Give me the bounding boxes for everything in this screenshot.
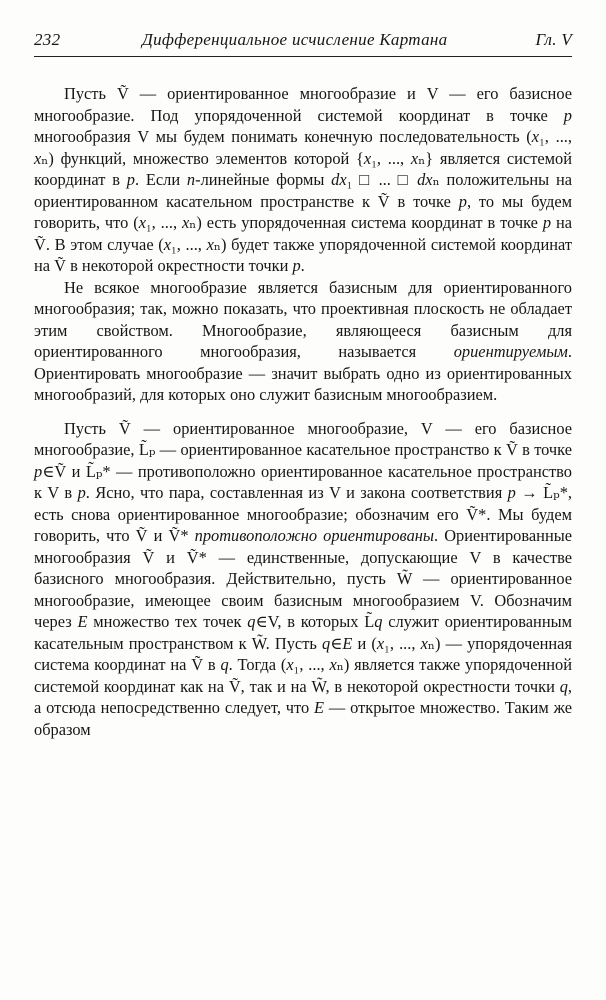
text-run: и (66, 461, 86, 481)
text-run: и закона соответствия (340, 483, 508, 502)
text-run: на (551, 213, 572, 232)
text-run: ₁, ..., (293, 655, 330, 674)
italic-run: x (181, 213, 190, 232)
text-run: Пусть (64, 84, 117, 103)
italic-run: x (420, 633, 428, 653)
text-run: в некоторой окрестности точки (66, 256, 293, 275)
italic-run: E (77, 612, 88, 631)
text-run: L̃ (364, 612, 375, 631)
text-run: . В этом случае ( (45, 234, 164, 254)
italic-run: x (206, 234, 214, 254)
text-run: } является системой координат в (34, 148, 572, 189)
text-run: . Если (134, 170, 187, 189)
text-run: ₙ (427, 633, 435, 653)
text-run: — ориентированное многообразие, имеющее своим базисным многообразием (34, 569, 573, 610)
paragraph (34, 277, 572, 406)
text-run: в (58, 483, 78, 502)
italic-run: q (220, 655, 229, 674)
text-run: и ( (352, 633, 377, 653)
text-run: ₙ (213, 234, 221, 254)
italic-run: противоположно ориентированы (188, 526, 434, 545)
text-run: в точке (389, 191, 459, 211)
italic-run: ориентируемым (453, 342, 568, 361)
text-run: Ṽ (54, 256, 66, 275)
text-run: — единственные, допускающие (206, 547, 470, 567)
text-run: ) функций, множество элементов которой { (48, 148, 364, 168)
text-run: L̃ (85, 461, 96, 481)
text-run: V (329, 483, 341, 502)
text-run: , то мы будем говорить, что ( (34, 191, 573, 232)
text-run: и (154, 547, 187, 567)
text-run: Ṽ* (186, 547, 207, 567)
text-run: . (300, 256, 305, 275)
text-run: ₚ* (95, 461, 111, 481)
text-run: Ṽ (135, 526, 148, 545)
text-run: ∈ (255, 612, 268, 631)
text-run: , а отсюда непосредственно следует, что (34, 676, 572, 717)
text-run: V (137, 127, 149, 146)
text-run: — ориентированное многообразие и (128, 84, 427, 103)
italic-run: p (292, 256, 301, 275)
text-run: . Ориентировать многообразие — значит выбрать одно из ориентированных многообразий, для которых оно служит базисным многообразием. (34, 342, 572, 404)
text-run: Ṽ (377, 191, 390, 211)
text-run: Ṽ (505, 440, 518, 459)
italic-run: q (559, 676, 568, 696)
text-run: W̃ (251, 633, 266, 653)
italic-run: n (186, 170, 196, 189)
running-header (34, 30, 572, 52)
text-run: L̃ (138, 440, 149, 459)
text-run: . Обозначим через (34, 590, 572, 631)
text-run: Ṽ* (466, 504, 487, 524)
text-run: — ориентированное касательное пространство к (155, 440, 506, 459)
text-run: — ориентированное многообразие, (130, 418, 421, 438)
text-run: ₚ* (553, 483, 568, 502)
text-run: многообразия (34, 127, 138, 146)
text-run: ) есть упорядоченная система координат в точке (196, 213, 543, 232)
text-run: Ṽ* (168, 526, 189, 545)
italic-run: q (247, 612, 256, 631)
text-run: ) — упорядоченная система координат на (34, 633, 572, 674)
text-run: Ṽ (34, 234, 46, 254)
text-run: ∈ (42, 461, 55, 481)
italic-run: x (286, 655, 294, 674)
text-run: в (203, 655, 221, 674)
text-run: , в некоторой окрестности точки (325, 676, 560, 696)
italic-run: q (321, 633, 331, 653)
paragraph (34, 83, 572, 277)
text-run: ) является также упорядоченной системой координат как на (34, 655, 573, 696)
italic-run: p (507, 483, 516, 502)
text-run: ₁, ..., (145, 213, 182, 232)
text-run: в точке (517, 440, 572, 459)
text-run: ₙ (41, 148, 49, 168)
body-text (34, 83, 572, 740)
text-run: V (470, 590, 480, 610)
italic-run: p (34, 461, 43, 481)
italic-run: p (126, 170, 135, 189)
text-run: — противоположно ориентированное касательное пространство к (34, 461, 573, 502)
italic-run: q (374, 612, 383, 631)
text-run: мы будем понимать конечную последовательность ( (148, 127, 532, 146)
text-run: , так и на (240, 676, 312, 696)
page-number: 232 (34, 30, 61, 49)
italic-run: p (563, 105, 572, 125)
text-run: ₁ □ ... □ (346, 170, 418, 189)
italic-run: p (458, 191, 467, 211)
text-run: W̃ (396, 569, 413, 588)
header-rule (34, 56, 572, 57)
text-run: Ṽ (118, 418, 131, 438)
text-run: — открытое множество. Таким же образом (34, 698, 572, 739)
italic-run: x (138, 213, 146, 232)
text-run: V (469, 547, 481, 567)
text-run: Ṽ (228, 676, 241, 696)
text-run: . Пусть (265, 633, 322, 653)
italic-run: x (329, 655, 337, 674)
text-run: служит ориентированным касательным пространством к (34, 612, 572, 653)
chapter-label: Гл. V (535, 30, 572, 49)
text-run: L̃ (543, 483, 554, 502)
italic-run: x (34, 148, 42, 168)
text-run: ₚ (148, 440, 156, 459)
text-run: -линейные формы (195, 170, 332, 189)
text-run: ₁, ..., (539, 127, 572, 146)
paragraph (34, 418, 572, 741)
text-run: ) будет также упорядоченной системой координат на (34, 234, 572, 275)
text-run: ₙ (189, 213, 197, 232)
italic-run: x (410, 148, 419, 168)
italic-run: x (163, 234, 172, 254)
text-run: , в которых (277, 612, 365, 631)
text-run: — его базисное многообразие, (34, 418, 572, 459)
text-run: ∈ (330, 633, 343, 653)
text-run: V (420, 418, 433, 438)
text-run: V (47, 483, 59, 502)
text-run: , есть снова ориентированное многообразие; обозначим его (34, 483, 573, 524)
text-run: Ṽ (54, 461, 67, 481)
text-run: . Ориентированные многообразия (34, 526, 573, 567)
italic-run: p (542, 213, 552, 232)
text-run: ₁, ..., (384, 633, 421, 653)
text-run: ₙ (432, 170, 440, 189)
text-run: ₙ (336, 655, 344, 674)
italic-run: E (342, 633, 353, 653)
italic-run: x (531, 127, 540, 146)
text-run: W̃ (311, 676, 326, 696)
text-run: → (515, 483, 544, 502)
text-run: Пусть (64, 418, 119, 438)
italic-run: x (363, 148, 372, 168)
text-run: множество тех точек (87, 612, 248, 631)
text-run: V (426, 84, 439, 103)
italic-run: dx (417, 170, 433, 189)
text-run: V (267, 612, 278, 631)
text-run: Ṽ (116, 84, 129, 103)
text-run: Не всякое многообразие является базисным для ориентированного многообразия; так, можно показать, что проективная плоскость не обладает этим свойством. Многообразие, являющееся базисным для ориентированного многообразия, называется (34, 277, 572, 361)
text-run: ₙ (418, 148, 426, 168)
text-run: Ṽ (142, 547, 155, 567)
italic-run: dx (331, 170, 347, 189)
text-run: Ṽ (191, 655, 204, 674)
text-run: и (147, 526, 169, 545)
text-run: — его базисное многообразие. Под упорядоченной системой координат в точке (34, 84, 573, 125)
text-run: положительны на ориентированном касательном пространстве к (34, 170, 572, 211)
italic-run: E (314, 698, 325, 717)
text-run: . Ясно, что пара, составленная из (85, 483, 330, 502)
running-title: Дифференциальное исчисление Картана (142, 30, 448, 49)
text-run: . Мы будем говорить, что (34, 504, 572, 545)
italic-run: p (77, 483, 86, 502)
text-run: в качестве базисного многообразия. Действительно, пусть (34, 547, 572, 588)
italic-run: x (376, 633, 385, 653)
text-run: . Тогда ( (228, 655, 287, 674)
text-run: ₁, ..., (171, 234, 207, 254)
text-run: ₁, ..., (371, 148, 411, 168)
